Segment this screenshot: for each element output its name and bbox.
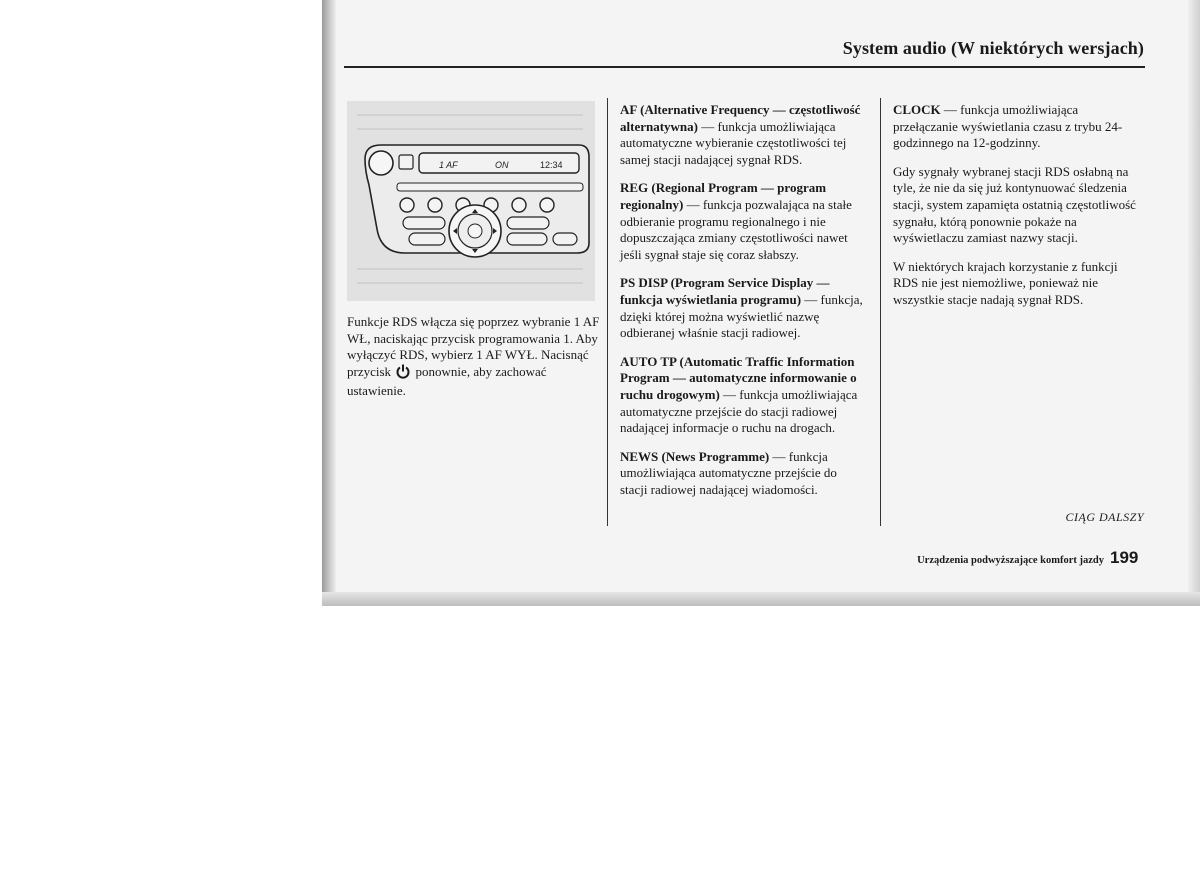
- section-footer: Urządzenia podwyższające komfort jazdy: [917, 555, 1104, 566]
- definition-reg: REG (Regional Program — program regionalny) — funkcja pozwalająca na stałe odbieranie programu regionalnego i nie dopuszczająca zmiany częstotliwości nawet jeśli sygnał staje się coraz słabszy.: [620, 180, 852, 262]
- definitions-column: [620, 102, 866, 510]
- definition-news: NEWS (News Programme) — funkcja umożliwiająca automatyczne przejście do stacji radiowej nadającej wiadomości.: [620, 448, 837, 497]
- definition-af: AF (Alternative Frequency — częstotliwość alternatywna) — funkcja umożliwiająca automatyczne wybieranie częstotliwości tej samej stacji nadającej sygnał RDS.: [620, 102, 861, 167]
- caption-text-start: Funkcje RDS włącza się poprzez wybranie 1 AF WŁ, naciskając przycisk programowania 1. Aby wyłączyć RDS, wybierz 1 AF WYŁ. Nacisnąć przycisk: [347, 314, 600, 379]
- radio-panel-drawing: [347, 101, 595, 301]
- definition-auto-tp: AUTO TP (Automatic Traffic Information Program — automatyczne informowanie o ruchu drogowym) — funkcja umożliwiająca automatyczne przejście do stacji radiowej nadającej informacje o ruchu na drogach.: [620, 353, 858, 436]
- radio-illustration: [347, 101, 595, 301]
- page-bottom-shadow: [322, 592, 1200, 606]
- power-icon: [396, 364, 410, 384]
- page-spine-shadow: [322, 0, 336, 606]
- page-edge-shadow: [1188, 0, 1200, 606]
- notes-column: [893, 102, 1145, 321]
- rds-weak-signal-note: Gdy sygnały wybranej stacji RDS osłabną na tyle, że nie da się już kontynuować śledzenia stacji, system zapamięta ostatnią częstotliwość sygnału, którą ponownie pokaże na wyświetlaczu zamiast nazwy stacji.: [893, 163, 1136, 246]
- page-number: 199: [1110, 548, 1139, 567]
- page-title: System audio (W niektórych wersjach): [842, 38, 1144, 58]
- column-divider-right: [880, 98, 881, 526]
- header-divider: [344, 66, 1145, 68]
- display-left: 1 AF: [439, 160, 458, 170]
- caption-text-end: ponownie, aby zachować ustawienie.: [347, 363, 547, 399]
- figure-caption: [347, 314, 602, 400]
- definition-clock: CLOCK — funkcja umożliwiająca przełączanie wyświetlania czasu z trybu 24-godzinnego na 12-godzinny.: [893, 102, 1123, 151]
- display-middle: ON: [495, 160, 509, 170]
- continued-label: CIĄG DALSZY: [1065, 510, 1144, 524]
- display-right: 12:34: [540, 160, 563, 170]
- column-divider-left: [607, 98, 608, 526]
- rds-availability-note: W niektórych krajach korzystanie z funkcji RDS nie jest niemożliwe, ponieważ nie wszystkie stacje nadają sygnał RDS.: [893, 258, 1118, 307]
- definition-ps-disp: PS DISP (Program Service Display — funkcja wyświetlania programu) — funkcja, dzięki której można wyświetlić nazwę odbieranej właśnie stacji radiowej.: [620, 275, 863, 341]
